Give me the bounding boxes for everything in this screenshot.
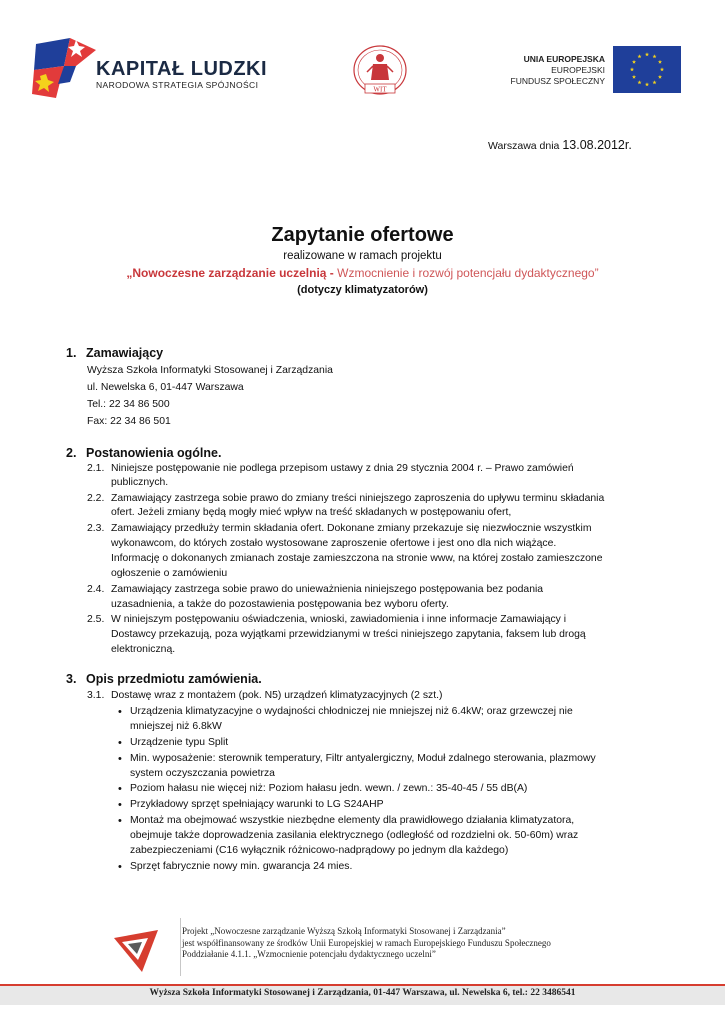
item-2-4-line: Zamawiający zastrzega sobie prawo do unieważnienia niniejszego postępowania bez podania: [111, 584, 544, 595]
section-3-title: Opis przedmiotu zamówienia.: [86, 672, 262, 686]
document-subtitle: realizowane w ramach projektu: [283, 250, 442, 262]
footer-line: Poddziałanie 4.1.1. „Wzmocnienie potencjału dydaktycznego uczelni”: [182, 949, 436, 959]
section-2-title: Postanowienia ogólne.: [86, 446, 222, 460]
ordering-party-address: ul. Newelska 6, 01-447 Warszawa: [87, 382, 244, 393]
document-date: [488, 138, 632, 152]
spec-line: Urządzenie typu Split: [130, 737, 229, 748]
footer-divider: [180, 918, 181, 976]
spec-line: Przykładowy sprzęt spełniający warunki to LG S24AHP: [130, 799, 384, 810]
bullet-marker: •: [118, 753, 122, 765]
item-2-2-line: Zamawiający zastrzega sobie prawo do zmiany treści niniejszego zaproszenia do upływu terminu składania: [111, 493, 605, 504]
bullet-marker: •: [118, 861, 122, 873]
spec-line: zabezpieczeniami (C16 wyłącznik różnicowo-nadprądowy po jednym dla każdego): [130, 845, 509, 856]
eu-label-line3: FUNDUSZ SPOŁECZNY: [510, 76, 605, 86]
footer-address: Wyższa Szkoła Informatyki Stosowanej i Zarządzania, 01-447 Warszawa, ul. Newelska 6, tel.: 22 3486541: [149, 988, 576, 998]
spec-line: system oczyszczania powietrza: [130, 768, 275, 779]
item-2-3-number: 2.3.: [87, 523, 105, 534]
bullet-marker: •: [118, 706, 122, 718]
item-2-5-number: 2.5.: [87, 614, 105, 625]
item-3-1-text: Dostawę wraz z montażem (pok. N5) urządzeń klimatyzacyjnych (2 szt.): [111, 690, 443, 701]
eu-label: [470, 54, 605, 87]
project-name-part1: „Nowoczesne zarządzanie uczelnią -: [126, 266, 338, 280]
bullet-marker: •: [118, 815, 122, 827]
item-2-4-number: 2.4.: [87, 584, 105, 595]
date-prefix: Warszawa dnia: [488, 140, 560, 152]
item-2-5-line: elektroniczną.: [111, 644, 176, 655]
spec-line: mniejszej niż 6.8kW: [130, 721, 222, 732]
section-1-title: Zamawiający: [86, 346, 164, 360]
eu-label-line2: EUROPEJSKI: [551, 65, 605, 75]
kapital-ludzki-subtitle: NARODOWA STRATEGIA SPÓJNOŚCI: [96, 80, 259, 90]
section-2-number: 2.: [66, 446, 77, 460]
spec-line: Urządzenia klimatyzacyjne o wydajności chłodniczej nie mniejszej niż 6.4kW; oraz grzewczej nie: [130, 706, 573, 717]
item-2-3-line: Zamawiający przedłuży termin składania ofert. Dokonane zmiany przekazuje się niezwłocznie wszystkim: [111, 523, 592, 534]
eu-flag-icon: [613, 46, 681, 93]
spec-line: Montaż ma obejmować wszystkie niezbędne elementy dla prawidłowego działania klimatyzatora,: [130, 815, 575, 826]
item-2-2-number: 2.2.: [87, 493, 105, 504]
project-name: [0, 266, 725, 280]
item-2-2-line: ofert. Jeżeli zmiany będą mogły mieć wpływ na treść składanych w postępowaniu ofert,: [111, 507, 512, 518]
footer-line: jest współfinansowany ze środków Unii Europejskiej w ramach Europejskiego Funduszu Społecznego: [182, 937, 551, 948]
footer-project-info: [182, 926, 551, 961]
bullet-marker: •: [118, 799, 122, 811]
spec-line: Poziom hałasu nie więcej niż: Poziom hałasu jedn. wewn. / zewn.: 35-40-45 / 55 dB(A): [130, 783, 528, 794]
eu-label-line1: UNIA EUROPEJSKA: [523, 54, 605, 64]
spec-line: Min. wyposażenie: sterownik temperatury, Filtr antyalergiczny, Moduł zdalnego sterowania, plazmowy: [130, 753, 596, 764]
item-2-1-number: 2.1.: [87, 463, 105, 474]
item-2-1-line: publicznych.: [111, 477, 169, 488]
footer-line: Projekt „Nowoczesne zarządzanie Wyższą Szkołą Informatyki Stosowanej i Zarządzania”: [182, 926, 506, 936]
footer-logo-icon: [112, 928, 160, 974]
section-1-number: 1.: [66, 346, 77, 360]
project-name-part2: Wzmocnienie i rozwój potencjału dydaktycznego”: [337, 266, 599, 280]
spec-line: obejmuje także doprowadzenia zasilania elektrycznego (odległość od rozdzielni ok. 50-60m) wraz: [130, 830, 579, 841]
spec-line: Sprzęt fabrycznie nowy min. gwarancja 24 mies.: [130, 861, 353, 872]
item-2-4-line: uzasadnienia, a także do pozostawienia postępowania bez wyboru oferty.: [111, 599, 449, 610]
document-title: Zapytanie ofertowe: [271, 224, 454, 246]
item-2-5-line: W niniejszym postępowaniu oświadczenia, wnioski, zawiadomienia i inne informacje Zamawiający i: [111, 614, 567, 625]
item-2-1-line: Niniejsze postępowanie nie podlega przepisom ustawy z dnia 29 stycznia 2004 r. – Prawo zamówień: [111, 463, 574, 474]
item-2-5-line: Dostawcy przekazują, poza wyjątkami przewidzianymi w treści niniejszego zapytania, faksem lub drogą: [111, 629, 586, 640]
kapital-ludzki-logo-icon: [30, 36, 100, 102]
item-2-3-line: wykonawcom, do których zostało wystosowane zaproszenie ofertowe i jest ono dla nich wiążące.: [111, 538, 557, 549]
kapital-ludzki-title: KAPITAŁ LUDZKI: [96, 58, 268, 80]
wit-emblem-icon: [351, 44, 409, 100]
ordering-party-fax: Fax: 22 34 86 501: [87, 416, 171, 427]
bullet-marker: •: [118, 783, 122, 795]
document-note: (dotyczy klimatyzatorów): [297, 284, 428, 296]
date-value: 13.08.2012r.: [562, 138, 632, 152]
ordering-party-phone: Tel.: 22 34 86 500: [87, 399, 170, 410]
bullet-marker: •: [118, 737, 122, 749]
item-3-1-number: 3.1.: [87, 690, 105, 701]
ordering-party-name: Wyższa Szkoła Informatyki Stosowanej i Zarządzania: [87, 365, 333, 376]
section-3-number: 3.: [66, 672, 77, 686]
item-2-3-line: Informację o dokonanych zmianach zostaje zamieszczona na stronie www, na której zostało zamieszczone: [111, 553, 603, 564]
svg-text:WIT: WIT: [373, 85, 387, 94]
item-2-3-line: ogłoszenie o zamówieniu: [111, 568, 228, 579]
